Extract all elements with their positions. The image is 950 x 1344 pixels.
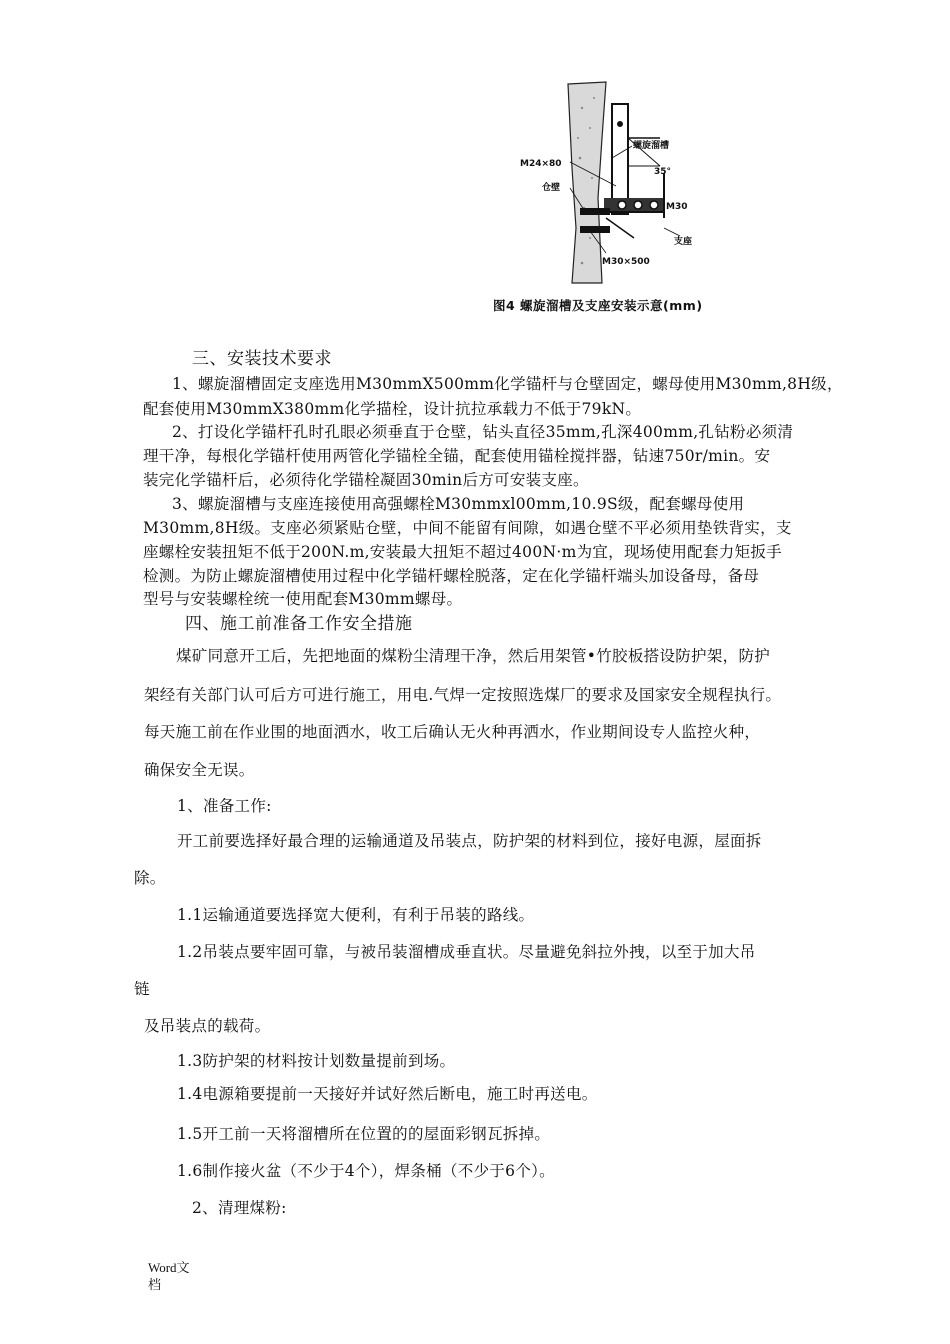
item-1-3: 1.3防护架的材料按计划数量提前到场。: [177, 1052, 456, 1070]
diagram-svg: [520, 78, 720, 288]
anchor-bolt-lower: [580, 226, 610, 233]
figure-caption: 图4 螺旋溜槽及支座安装示意(mm): [493, 298, 703, 313]
figure-installation-diagram: [520, 78, 720, 288]
label-bolt-m24: M24×80: [520, 159, 562, 169]
clean-title: 2、清理煤粉:: [192, 1199, 287, 1217]
section4-intro-line3: 每天施工前在作业围的地面洒水，收工后确认无火种再洒水，作业期间设专人监控火种，: [144, 723, 761, 741]
section4-intro-line1: 煤矿同意开工后，先把地面的煤粉尘清理干净，然后用架管•竹胶板搭设防护架，防护: [176, 647, 771, 665]
anchor-bolt-upper: [580, 208, 610, 215]
label-silo-wall: 仓壁: [542, 183, 561, 193]
item-1-6: 1.6制作接火盆（不少于4个），焊条桶（不少于6个）。: [177, 1162, 555, 1180]
label-anchor-m30: M30×500: [602, 257, 650, 267]
section3-p2-line1: 2、打设化学锚杆孔时孔眼必须垂直于仓壁，钻头直径35mm,孔深400mm,孔钻粉必须清: [172, 423, 794, 441]
prep-title: 1、准备工作:: [177, 797, 272, 815]
footer-line2: 档: [148, 1277, 162, 1292]
prep-body-line1: 开工前要选择好最合理的运输通道及吊装点，防护架的材料到位，接好电源，屋面拆: [177, 832, 762, 850]
label-support: 支座: [674, 237, 693, 247]
section3-p3-line1: 3、螺旋溜槽与支座连接使用高强螺栓M30mmxl00mm,10.9S级，配套螺母使用: [172, 495, 745, 513]
label-spiral-chute: 螺旋溜槽: [633, 141, 670, 151]
item-1-2-line3: 及吊装点的载荷。: [144, 1017, 271, 1035]
silo-wall-shape: [568, 82, 606, 283]
item-1-4: 1.4电源箱要提前一天接好并试好然后断电，施工时再送电。: [177, 1085, 598, 1103]
section3-p2-line3: 装完化学锚杆后，必须待化学锚栓凝固30min后方可安装支座。: [143, 471, 589, 489]
item-1-1: 1.1运输通道要选择宽大便利，有利于吊装的路线。: [177, 906, 535, 924]
label-angle: 35°: [654, 167, 672, 177]
section3-p1-line2: 配套使用M30mmX380mm化学描栓，设计抗拉承载力不低于79kN。: [143, 400, 642, 418]
section3-p3-line2: M30mm,8H级。支座必须紧贴仓壁，中间不能留有间隙，如遇仓壁不平必须用垫铁背实，支: [143, 519, 792, 537]
section3-p3-line4: 检测。为防止螺旋溜槽使用过程中化学锚杆螺栓脱落，定在化学锚杆端头加设备母，备母: [143, 567, 760, 585]
label-bolt-m30: M30: [666, 202, 688, 212]
footer-line1: Word文: [148, 1260, 190, 1275]
section3-p1-line1: 1、螺旋溜槽固定支座选用M30mmX500mm化学锚杆与仓壁固定，螺母使用M30mm,8H级，: [172, 375, 843, 393]
section4-heading: 四、施工前准备工作安全措施: [185, 614, 413, 634]
section3-heading: 三、安装技术要求: [192, 349, 332, 369]
section4-intro-line2: 架经有关部门认可后方可进行施工，用电.气焊一定按照选煤厂的要求及国家安全规程执行。: [144, 686, 782, 704]
item-1-2-line2: 链: [134, 980, 150, 998]
prep-body-line2: 除。: [134, 869, 166, 887]
chute-plate: [612, 104, 628, 214]
section3-p3-line3: 座螺栓安装扭矩不低于200N.m,安装最大扭矩不超过400N·m为宜，现场使用配套力矩扳手: [143, 543, 782, 561]
section3-p2-line2: 理干净，每根化学锚杆使用两管化学锚栓全锚，配套使用锚栓搅拌器，钻速750r/min。安: [143, 447, 771, 465]
item-1-5: 1.5开工前一天将溜槽所在位置的的屋面彩钢瓦拆掉。: [177, 1125, 551, 1143]
section3-p3-line5: 型号与安装螺栓统一使用配套M30mm螺母。: [143, 590, 463, 608]
item-1-2-line1: 1.2吊装点要牢固可靠，与被吊装溜槽成垂直状。尽量避免斜拉外拽，以至于加大吊: [177, 943, 756, 961]
section4-intro-line4: 确保安全无误。: [144, 761, 255, 779]
